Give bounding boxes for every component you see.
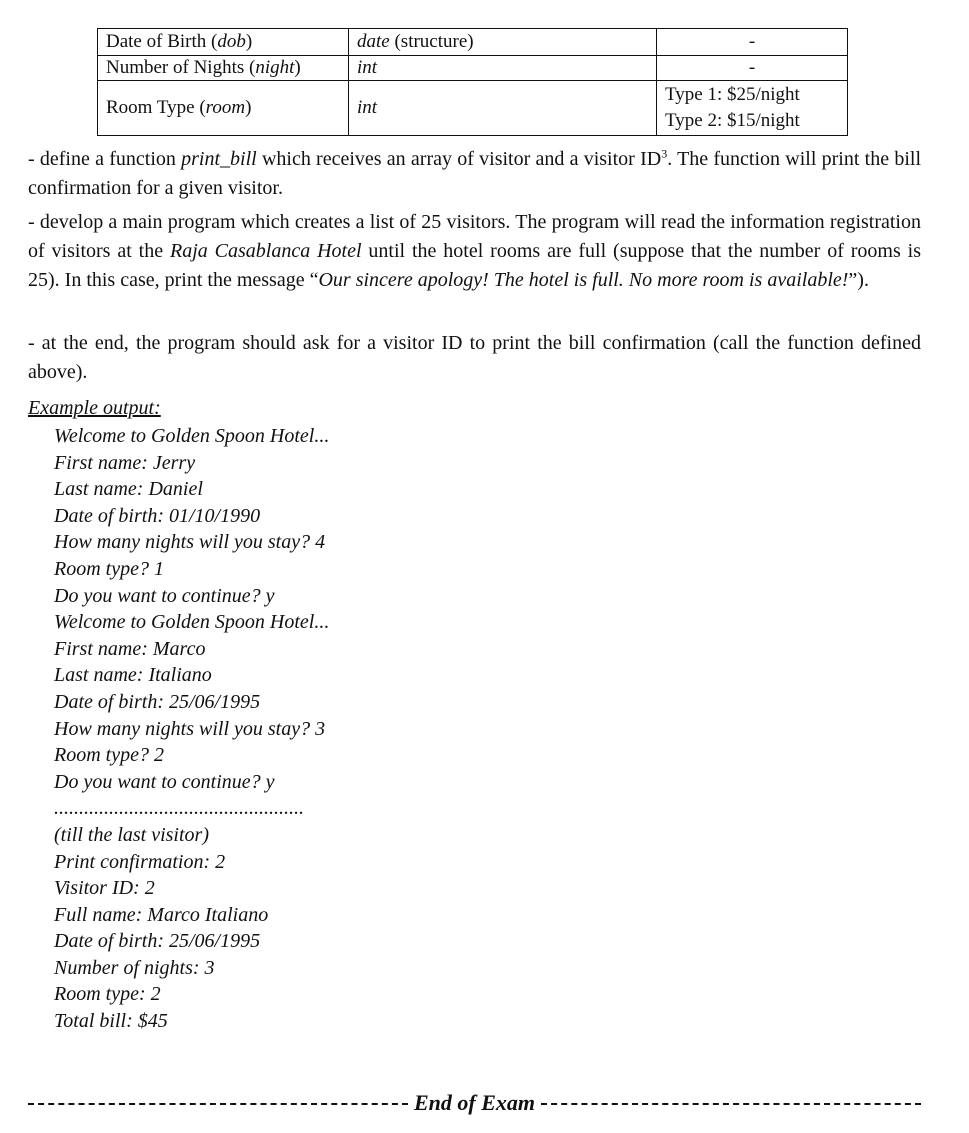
table-cell-field: Number of Nights (night) [98,56,349,81]
example-output-line: Full name: Marco Italiano [54,903,269,926]
table-cell-type: date (structure) [349,29,657,56]
table-row [98,56,848,81]
example-output-line: How many nights will you stay? 4 [54,531,326,554]
example-output-line: Date of birth: 25/06/1995 [54,690,261,713]
example-output-heading: Example output: [28,397,161,419]
example-output-line: Room type: 2 [54,983,161,1006]
example-output-line: .................................................. [54,797,304,820]
end-of-exam-label: End of Exam [413,1090,536,1115]
table-cell-type: int [349,56,657,81]
table-cell-note [657,81,848,136]
table-cell-field: Room Type (room) [98,81,349,136]
example-output-line: How many nights will you stay? 3 [54,717,326,740]
table-row [98,29,848,56]
end-of-exam-footer [28,1090,921,1116]
footer-rule-right [541,1103,921,1105]
table-cell-note: - [657,29,848,56]
example-output-line: Welcome to Golden Spoon Hotel... [54,425,330,447]
paragraph-print-bill: - define a function print_bill which receives an array of visitor and a visitor $ID^3$. The function will print the bill confirmation for a given visitor. [28,146,921,199]
example-output-line: Date of birth: 01/10/1990 [54,504,261,527]
example-output-line: Visitor ID: 2 [54,877,155,900]
example-output-line: Number of nights: 3 [54,956,215,979]
example-output-line: First name: Jerry [54,451,196,474]
example-output-line: Date of birth: 25/06/1995 [54,930,261,953]
example-output-block [54,423,329,1035]
table-row [98,81,848,136]
room-type-2-rate: Type 2: $15/night [665,110,800,131]
example-output-line: Welcome to Golden Spoon Hotel... [54,611,330,634]
table-cell-note: - [657,56,848,81]
table-cell-field: Date of Birth (dob) [98,29,349,56]
example-output-line: Total bill: $45 [54,1010,168,1033]
example-output-line: Room type? 2 [54,744,164,767]
example-output-line: (till the last visitor) [54,823,209,846]
struct-table [97,28,848,136]
example-output-line: Room type? 1 [54,557,164,580]
example-output-line: Print confirmation: 2 [54,850,226,873]
paragraph-main-program: - develop a main program which creates a list of 25 visitors. The program will read the information registration of visitors at the Raja Casablanca Hotel until the hotel rooms are full (suppose that the number of rooms is 25). In this case, print the message “Our sincere apology! The hotel is full. No more room is available!”). [28,211,921,291]
example-output-line: First name: Marco [54,637,206,660]
footer-rule-left [28,1103,408,1105]
example-output-line: Do you want to continue? y [54,584,275,607]
paragraph-ask-visitor: - at the end, the program should ask for a visitor ID to print the bill confirmation (call the function defined above). [28,332,921,383]
room-type-1-rate: Type 1: $25/night [665,84,800,105]
example-output-line: Last name: Daniel [54,478,203,501]
example-output-line: Last name: Italiano [54,664,212,687]
table-cell-type: int [349,81,657,136]
example-output-line: Do you want to continue? y [54,770,275,793]
